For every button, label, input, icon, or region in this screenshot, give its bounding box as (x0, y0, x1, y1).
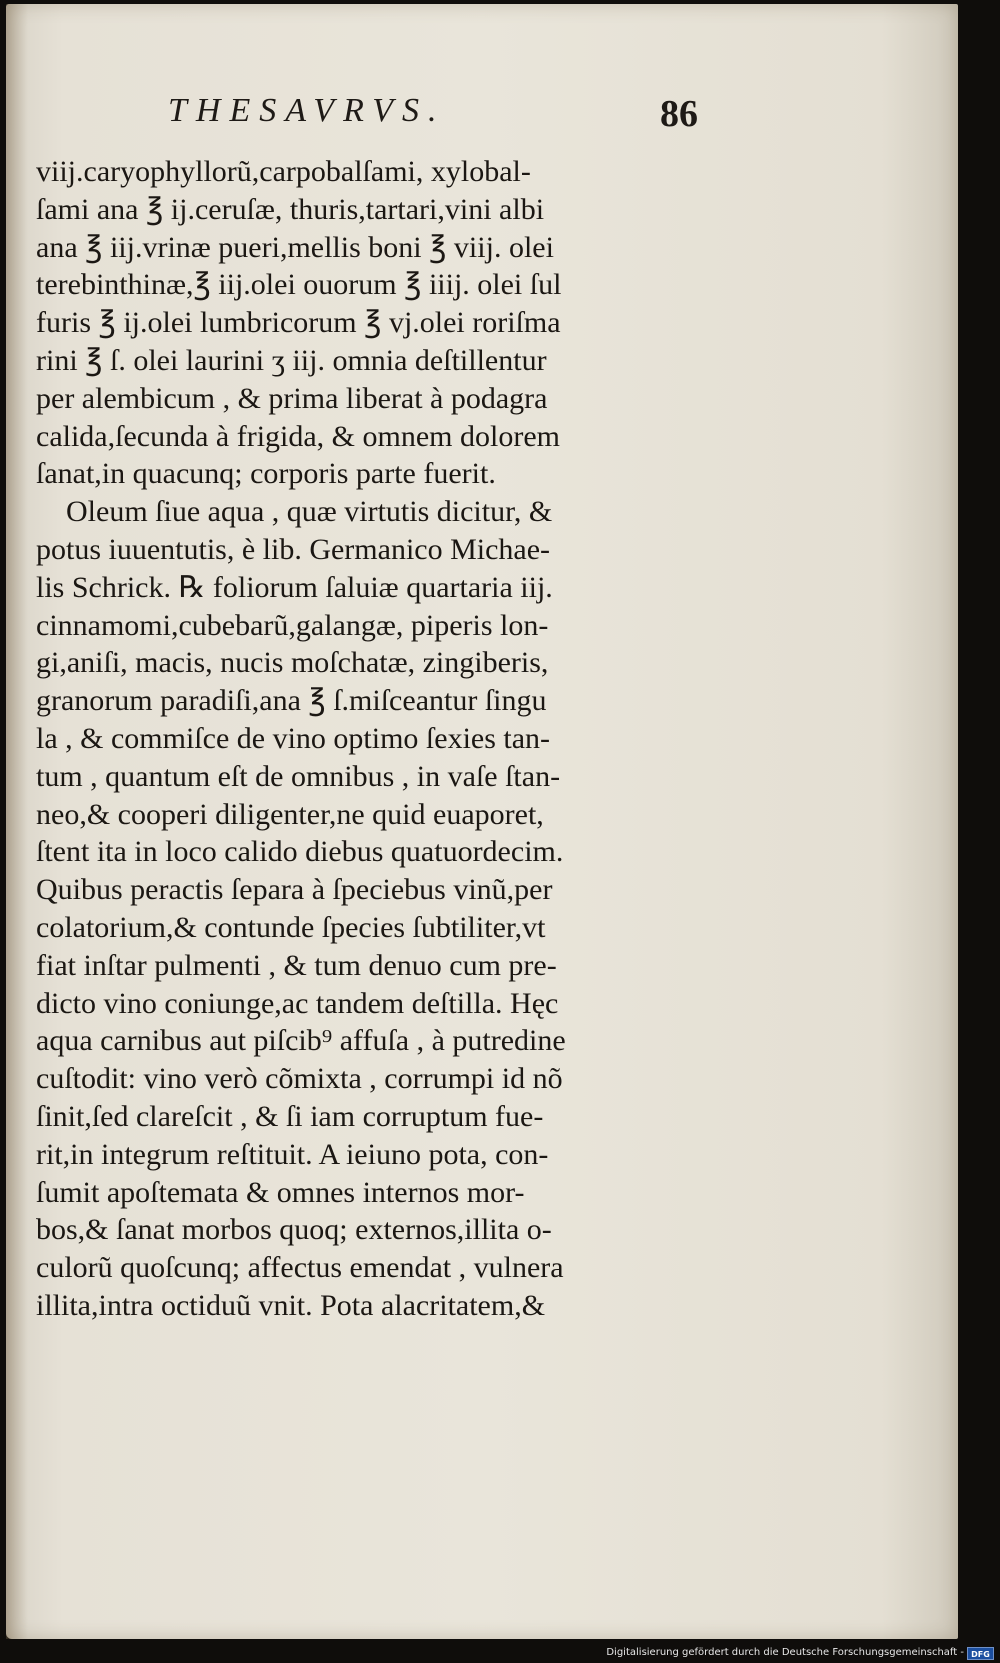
running-title: THESAVRVS. (168, 92, 446, 129)
text-line: ſumit apoſtemata & omnes internos mor- (36, 1175, 525, 1209)
text-line: ſinit,ſed clareſcit , & ſi iam corruptum fue- (36, 1099, 544, 1133)
body-text (36, 153, 716, 1325)
text-line: calida,ſecunda à frigida, & omnem dolorem (36, 419, 560, 453)
text-line: la , & commiſce de vino optimo ſexies tan- (36, 721, 551, 755)
text-line: Oleum ſiue aqua , quæ virtutis dicitur, & (66, 495, 553, 529)
text-line: rini ℥ ſ. olei laurini ʒ iij. omnia deſtillentur (36, 343, 547, 377)
page-number: 86 (660, 93, 698, 135)
text-line: ſtent ita in loco calido diebus quatuordecim. (36, 835, 564, 869)
text-line: lis Schrick. ℞ foliorum ſaluiæ quartaria iij. (36, 570, 553, 604)
text-line: furis ℥ ij.olei lumbricorum ℥ vj.olei roriſma (36, 306, 561, 340)
text-line: illita,intra octiduũ vnit. Pota alacritatem,& (36, 1288, 546, 1322)
text-line: colatorium,& contunde ſpecies ſubtiliter,vt (36, 910, 546, 944)
text-line: neo,& cooperi diligenter,ne quid euaporet, (36, 797, 544, 831)
text-line: tum , quantum eſt de omnibus , in vaſe ſtan- (36, 759, 561, 793)
footer-bar (0, 1645, 1000, 1663)
text-line: dicto vino coniunge,ac tandem deſtilla. Hęc (36, 986, 559, 1020)
text-line: rit,in integrum reſtituit. A ieiuno pota, con- (36, 1137, 549, 1171)
text-line: ana ℥ iij.vrinæ pueri,mellis boni ℥ viij. olei (36, 230, 554, 264)
text-line: ſanat,in quacunq; corporis parte fuerit. (36, 457, 496, 491)
text-line: aqua carnibus aut piſcib⁹ affuſa , à putredine (36, 1024, 566, 1058)
text-line: per alembicum , & prima liberat à podagra (36, 381, 548, 415)
text-line: bos,& ſanat morbos quoq; externos,illita o- (36, 1213, 552, 1247)
text-line: ſami ana ℥ ij.ceruſæ, thuris,tartari,vini albi (36, 192, 545, 226)
text-line: fiat inſtar pulmenti , & tum denuo cum pre- (36, 948, 557, 982)
text-line: granorum paradiſi,ana ℥ ſ.miſceantur ſingu (36, 684, 547, 718)
page-header (168, 92, 698, 136)
gutter-shadow (6, 4, 28, 1639)
text-line: cinnamomi,cubebarũ,galangæ, piperis lon- (36, 608, 549, 642)
text-line: Quibus peractis ſepara à ſpeciebus vinũ,per (36, 873, 553, 907)
text-line: culorũ quoſcunq; affectus emendat , vulnera (36, 1251, 564, 1285)
text-line: viij.caryophyllorũ,carpobalſami, xylobal- (36, 155, 531, 188)
funding-credit: Digitalisierung gefördert durch die Deutsche Forschungsgemeinschaft - (606, 1647, 964, 1658)
text-line: potus iuuentutis, è lib. Germanico Michae- (36, 532, 551, 566)
text-line: cuſtodit: vino verò cõmixta , corrumpi id nõ (36, 1062, 563, 1096)
text-line: gi,aniſi, macis, nucis moſchatæ, zingiberis, (36, 646, 549, 680)
text-line: terebinthinæ,℥ iij.olei ouorum ℥ iiij. olei ſul (36, 268, 562, 302)
dfg-logo-icon: DFG (967, 1647, 994, 1660)
